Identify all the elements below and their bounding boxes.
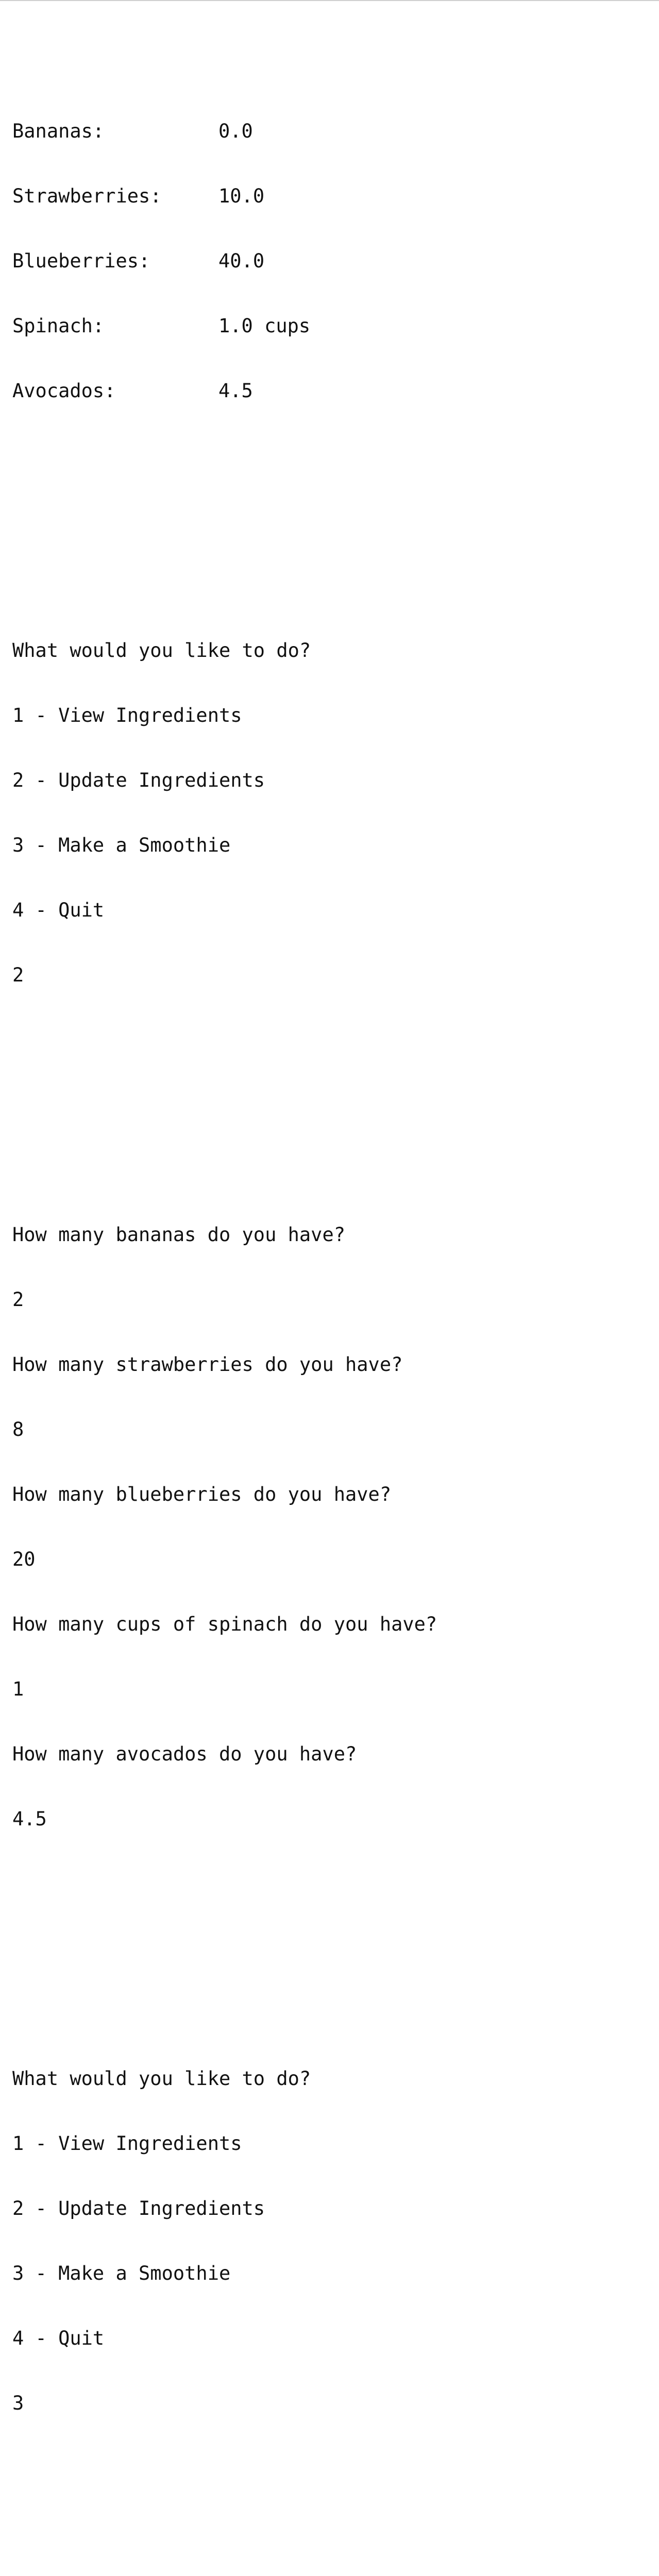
menu-option-view: 1 - View Ingredients (12, 704, 242, 726)
main-menu (12, 2025, 651, 2458)
user-input: 20 (12, 1548, 36, 1570)
menu-option-view: 1 - View Ingredients (12, 2132, 242, 2155)
terminal-output[interactable] (12, 0, 651, 2576)
blank-line (12, 1073, 651, 1094)
menu-option-smoothie: 3 - Make a Smoothie (12, 2262, 231, 2284)
blank-line (12, 488, 651, 510)
update-question: How many avocados do you have? (12, 1743, 357, 1765)
ingredient-row (12, 315, 651, 337)
update-question: How many bananas do you have? (12, 1224, 346, 1246)
menu-prompt: What would you like to do? (12, 2067, 311, 2090)
menu-option-smoothie: 3 - Make a Smoothie (12, 834, 231, 856)
ingredient-name: Avocados: (12, 380, 116, 402)
ingredient-value: 0.0 (218, 120, 253, 142)
update-question: How many cups of spinach do you have? (12, 1613, 437, 1635)
user-input: 3 (12, 2392, 24, 2414)
menu-option-update: 2 - Update Ingredients (12, 769, 265, 791)
blank-line (12, 2501, 651, 2522)
blank-line (12, 1917, 651, 1938)
user-input: 4.5 (12, 1808, 47, 1830)
menu-option-quit: 4 - Quit (12, 2327, 105, 2349)
ingredients-table (12, 77, 651, 445)
ingredient-value: 4.5 (218, 380, 253, 402)
user-input: 2 (12, 1289, 24, 1311)
update-question: How many blueberries do you have? (12, 1483, 392, 1505)
ingredient-name: Bananas: (12, 120, 105, 142)
user-input: 2 (12, 964, 24, 986)
ingredient-value: 40.0 (218, 250, 265, 272)
update-question: How many strawberries do you have? (12, 1353, 403, 1376)
ingredient-row (12, 250, 651, 272)
update-section (12, 1181, 651, 1873)
ingredient-name: Strawberries: (12, 185, 162, 207)
user-input: 8 (12, 1418, 24, 1440)
ingredient-value: 10.0 (218, 185, 265, 207)
ingredient-row (12, 380, 651, 402)
main-menu (12, 597, 651, 1029)
ingredient-value: 1.0 cups (218, 315, 311, 337)
menu-option-update: 2 - Update Ingredients (12, 2197, 265, 2219)
ingredient-row (12, 185, 651, 207)
menu-prompt: What would you like to do? (12, 639, 311, 662)
ingredient-row (12, 121, 651, 142)
ingredient-name: Spinach: (12, 315, 105, 337)
user-input: 1 (12, 1678, 24, 1700)
menu-option-quit: 4 - Quit (12, 899, 105, 921)
ingredient-name: Blueberries: (12, 250, 150, 272)
